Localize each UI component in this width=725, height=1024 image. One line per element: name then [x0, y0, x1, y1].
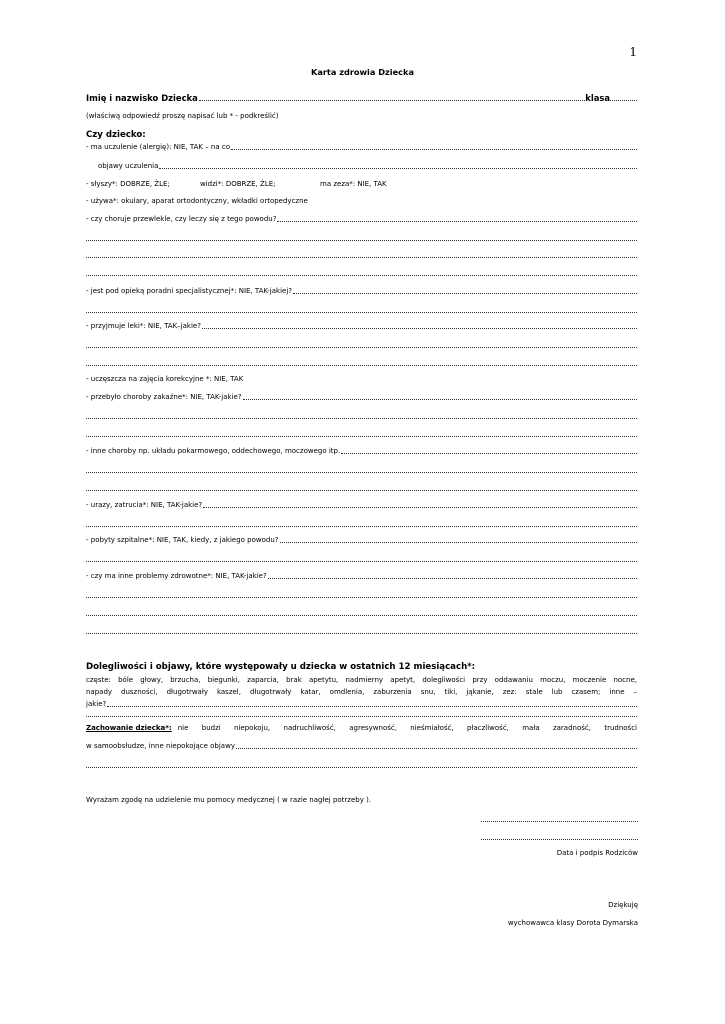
meds-label: - przyjmuje leki*: NIE, TAK–jakie? [86, 322, 201, 330]
questions-heading: Czy dziecko: [86, 130, 146, 140]
other-health-question[interactable] [86, 573, 637, 580]
answer-line[interactable] [86, 716, 637, 717]
allergy-question[interactable] [86, 144, 637, 151]
answer-line[interactable] [86, 365, 637, 366]
other-diseases-question[interactable] [86, 448, 637, 455]
page-number: 1 [629, 45, 637, 59]
answer-line[interactable] [86, 561, 637, 562]
hospital-question[interactable] [86, 537, 637, 544]
strabismus-question: ma zeza*: NIE, TAK [320, 180, 387, 188]
injuries-question[interactable] [86, 502, 637, 509]
signature-label: Data i podpis Rodziców [556, 849, 638, 857]
answer-line[interactable] [86, 633, 637, 634]
corrective-question: - uczęszcza na zajęcia korekcyjne *: NIE, TAK [86, 375, 244, 383]
sight-question: widzi*: DOBRZE, ŹLE; [200, 180, 276, 188]
signature-line[interactable] [481, 821, 638, 822]
injuries-label: - urazy, zatrucia*: NIE, TAK-jakie? [86, 501, 203, 509]
infectious-question[interactable] [86, 394, 637, 401]
behavior-other-field[interactable] [86, 743, 637, 750]
signature-line[interactable] [481, 839, 638, 840]
answer-line[interactable] [86, 597, 637, 598]
other-diseases-label: - inne choroby np. układu pokarmowego, oddechowego, moczowego itp. [86, 447, 341, 455]
teacher-signature: wychowawca klasy Dorota Dymarska [507, 919, 638, 927]
hospital-label: - pobyty szpitalne*: NIE, TAK, kiedy, z jakiego powodu? [86, 536, 279, 544]
behavior-text-line1: nie budzi niepokoju, nadruchliwość, agresywność, nieśmiałość, płaczliwość, mała zaradność, trudności [177, 724, 637, 732]
hearing-question: - słyszy*: DOBRZE, ŹLE; [86, 180, 170, 188]
answer-line[interactable] [86, 767, 637, 768]
allergy-symptoms-question[interactable] [98, 163, 637, 170]
meds-question[interactable] [86, 323, 637, 330]
child-name-field[interactable] [86, 94, 637, 102]
chronic-label: - czy choruje przewlekle, czy leczy się z tego powodu? [86, 215, 277, 223]
allergy-label: - ma uczulenie (alergię): NIE, TAK – na co [86, 143, 230, 151]
allergy-symptoms-label: objawy uczulenia [98, 162, 159, 170]
answer-line[interactable] [86, 490, 637, 491]
clinic-label: - jest pod opieką poradni specjalistycznej*: NIE, TAK-jakiej? [86, 287, 292, 295]
infectious-dots [243, 399, 637, 400]
aids-question: - używa*: okulary, aparat ortodontyczny, wkładki ortopedyczne [86, 197, 308, 205]
child-name-dots [199, 100, 586, 101]
answer-line[interactable] [86, 312, 637, 313]
class-label: klasa [585, 93, 610, 103]
instructions: (właściwą odpowiedź proszę napisać lub * - podkreślić) [86, 112, 279, 120]
other-diseases-dots [341, 453, 637, 454]
chronic-question[interactable] [86, 216, 637, 223]
answer-line[interactable] [86, 472, 637, 473]
answer-line[interactable] [86, 275, 637, 276]
allergy-symptoms-dots [159, 168, 637, 169]
symptoms-other-dots [107, 706, 637, 707]
behavior-line1 [86, 725, 637, 732]
answer-line[interactable] [86, 347, 637, 348]
thanks-text: Dziękuję [608, 901, 638, 909]
symptoms-other-label: jakie? [86, 700, 107, 708]
child-name-label: Imię i nazwisko Dziecka [86, 93, 198, 103]
document-title: Karta zdrowia Dziecka [311, 67, 414, 77]
allergy-dots [231, 149, 637, 150]
symptoms-heading: Dolegliwości i objawy, które występowały u dziecka w ostatnich 12 miesiącach*: [86, 662, 476, 672]
answer-line[interactable] [86, 240, 637, 241]
symptoms-text-line1: częste: bóle głowy, brzucha, biegunki, zaparcia, brak apetytu, nadmierny apetyt, dolegliwości przy oddawaniu moczu, moczenie nocne, [86, 676, 637, 684]
symptoms-text-line2: napady duszności, długotrwały kaszel, długotrwały katar, omdlenia, zaburzenia snu, tiki, jąkanie, zez: stale lub czasem; inne – [86, 688, 637, 696]
other-health-label: - czy ma inne problemy zdrowotne*: NIE, TAK-jakie? [86, 572, 267, 580]
clinic-dots [293, 293, 637, 294]
symptoms-other-field[interactable] [86, 701, 637, 708]
behavior-label: Zachowanie dziecka*: [86, 724, 172, 732]
injuries-dots [203, 507, 637, 508]
class-dots [610, 100, 637, 101]
behavior-other-dots [236, 748, 637, 749]
answer-line[interactable] [86, 436, 637, 437]
answer-line[interactable] [86, 615, 637, 616]
answer-line[interactable] [86, 257, 637, 258]
other-health-dots [268, 578, 637, 579]
hospital-dots [280, 542, 638, 543]
infectious-label: - przebyło choroby zakaźne*: NIE, TAK-jakie? [86, 393, 242, 401]
answer-line[interactable] [86, 418, 637, 419]
chronic-dots [277, 221, 637, 222]
clinic-question[interactable] [86, 288, 637, 295]
answer-line[interactable] [86, 526, 637, 527]
consent-text: Wyrażam zgodę na udzielenie mu pomocy medycznej ( w razie nagłej potrzeby ). [86, 796, 372, 804]
behavior-text-line2: w samoobsłudze, inne niepokojące objawy [86, 742, 235, 750]
meds-dots [202, 328, 637, 329]
